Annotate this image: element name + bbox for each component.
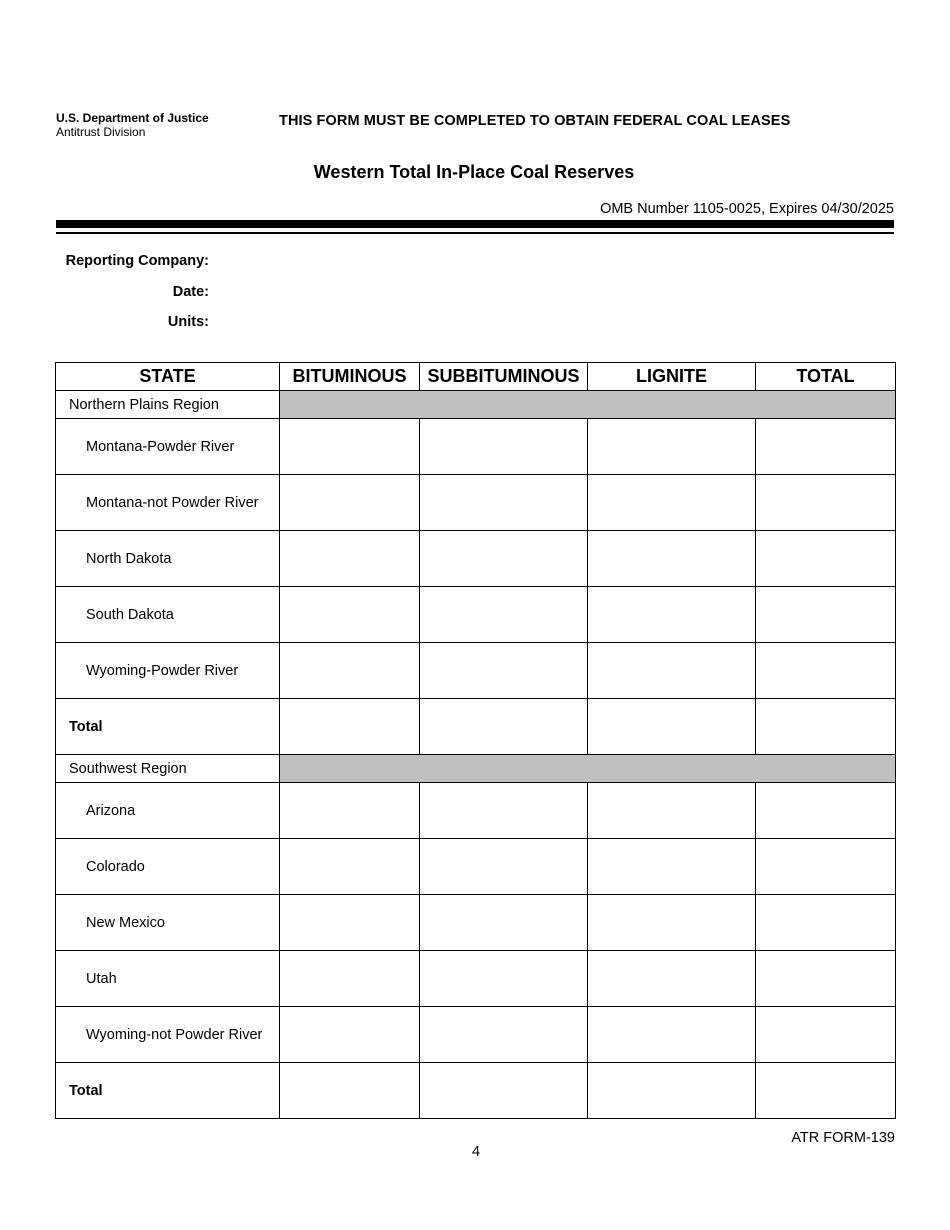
state-name: Montana-Powder River (56, 419, 280, 475)
region-row-northern-plains (56, 391, 896, 419)
page-number: 4 (471, 1144, 481, 1160)
lignite-cell[interactable] (588, 1007, 756, 1063)
subbituminous-cell[interactable] (420, 419, 588, 475)
lignite-cell[interactable] (588, 531, 756, 587)
subbituminous-cell[interactable] (420, 699, 588, 755)
total-cell[interactable] (756, 951, 896, 1007)
table-row (56, 783, 896, 839)
total-cell[interactable] (756, 1063, 896, 1119)
subbituminous-cell[interactable] (420, 951, 588, 1007)
total-cell[interactable] (756, 419, 896, 475)
state-name: Utah (56, 951, 280, 1007)
units-label: Units: (167, 314, 209, 330)
date-label: Date: (172, 284, 209, 300)
reporting-company-label: Reporting Company: (65, 253, 209, 269)
bituminous-cell[interactable] (280, 895, 420, 951)
state-name: Wyoming-Powder River (56, 643, 280, 699)
column-header-lignite: LIGNITE (588, 363, 756, 391)
lignite-cell[interactable] (588, 1063, 756, 1119)
subbituminous-cell[interactable] (420, 531, 588, 587)
bituminous-cell[interactable] (280, 419, 420, 475)
table-row (56, 895, 896, 951)
bituminous-cell[interactable] (280, 531, 420, 587)
table-row (56, 587, 896, 643)
table-row (56, 1007, 896, 1063)
header-rule-thick (56, 220, 894, 228)
total-cell[interactable] (756, 643, 896, 699)
lignite-cell[interactable] (588, 475, 756, 531)
header-rule-thin (56, 232, 894, 234)
table-row (56, 951, 896, 1007)
total-cell[interactable] (756, 839, 896, 895)
bituminous-cell[interactable] (280, 643, 420, 699)
table-row (56, 419, 896, 475)
total-cell[interactable] (756, 531, 896, 587)
department-name: U.S. Department of Justice (56, 111, 209, 125)
bituminous-cell[interactable] (280, 1007, 420, 1063)
table-row (56, 839, 896, 895)
column-header-bituminous: BITUMINOUS (280, 363, 420, 391)
total-cell[interactable] (756, 895, 896, 951)
lignite-cell[interactable] (588, 699, 756, 755)
state-name: South Dakota (56, 587, 280, 643)
region-name: Southwest Region (56, 755, 280, 783)
lignite-cell[interactable] (588, 419, 756, 475)
total-row-southwest (56, 1063, 896, 1119)
bituminous-cell[interactable] (280, 783, 420, 839)
department-block (56, 111, 209, 139)
region-shading (280, 391, 896, 419)
bituminous-cell[interactable] (280, 475, 420, 531)
column-header-state: STATE (56, 363, 280, 391)
table-row (56, 643, 896, 699)
subbituminous-cell[interactable] (420, 783, 588, 839)
bituminous-cell[interactable] (280, 951, 420, 1007)
total-label: Total (56, 1063, 280, 1119)
lignite-cell[interactable] (588, 587, 756, 643)
bituminous-cell[interactable] (280, 587, 420, 643)
subbituminous-cell[interactable] (420, 1007, 588, 1063)
state-name: Montana-not Powder River (56, 475, 280, 531)
bituminous-cell[interactable] (280, 699, 420, 755)
subbituminous-cell[interactable] (420, 587, 588, 643)
state-name: Colorado (56, 839, 280, 895)
total-cell[interactable] (756, 1007, 896, 1063)
subbituminous-cell[interactable] (420, 1063, 588, 1119)
lignite-cell[interactable] (588, 895, 756, 951)
table-row (56, 531, 896, 587)
subbituminous-cell[interactable] (420, 839, 588, 895)
subbituminous-cell[interactable] (420, 895, 588, 951)
form-number: ATR FORM-139 (791, 1130, 895, 1146)
total-cell[interactable] (756, 699, 896, 755)
lignite-cell[interactable] (588, 783, 756, 839)
table-header-row (56, 363, 896, 391)
region-shading (280, 755, 896, 783)
state-name: North Dakota (56, 531, 280, 587)
total-label: Total (56, 699, 280, 755)
total-cell[interactable] (756, 475, 896, 531)
state-name: Wyoming-not Powder River (56, 1007, 280, 1063)
bituminous-cell[interactable] (280, 839, 420, 895)
page-title (0, 162, 950, 183)
coal-reserves-table (55, 362, 896, 1119)
omb-number: OMB Number 1105-0025, Expires 04/30/2025 (600, 201, 894, 217)
lignite-cell[interactable] (588, 643, 756, 699)
region-name: Northern Plains Region (56, 391, 280, 419)
column-header-subbituminous: SUBBITUMINOUS (420, 363, 588, 391)
subbituminous-cell[interactable] (420, 475, 588, 531)
lignite-cell[interactable] (588, 951, 756, 1007)
total-cell[interactable] (756, 783, 896, 839)
division-name: Antitrust Division (56, 125, 146, 139)
subbituminous-cell[interactable] (420, 643, 588, 699)
state-name: Arizona (56, 783, 280, 839)
total-cell[interactable] (756, 587, 896, 643)
bituminous-cell[interactable] (280, 1063, 420, 1119)
table-row (56, 475, 896, 531)
state-name: New Mexico (56, 895, 280, 951)
total-row-northern-plains (56, 699, 896, 755)
form-notice: THIS FORM MUST BE COMPLETED TO OBTAIN FEDERAL COAL LEASES (279, 113, 791, 129)
column-header-total: TOTAL (756, 363, 896, 391)
region-row-southwest (56, 755, 896, 783)
page-title-text: Western Total In-Place Coal Reserves (313, 162, 635, 182)
lignite-cell[interactable] (588, 839, 756, 895)
